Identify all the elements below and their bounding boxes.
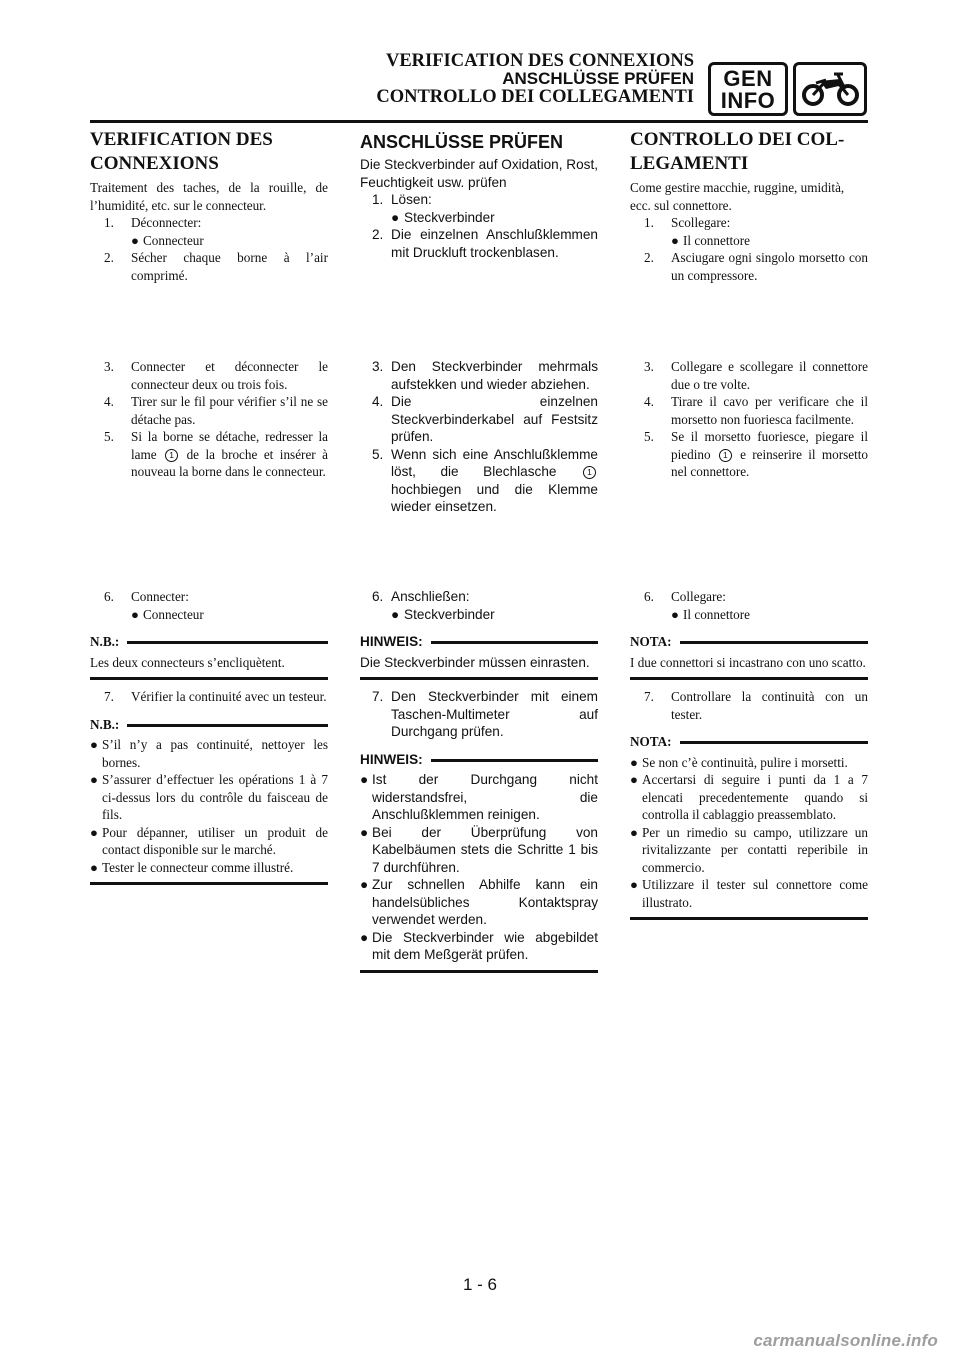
de-step-2 [360,226,598,261]
list-item [630,754,868,772]
note-label: N.B.: [90,634,120,649]
bullet-icon: ● [630,877,638,892]
bullet-icon: ● [391,606,400,622]
it-step-1-item [630,232,868,250]
step-text: Lösen: [391,192,432,207]
step-text: Déconnecter: [131,215,202,230]
it-note-2-end-rule [630,917,868,920]
note-rule [127,641,328,644]
fr-heading-line-1: VERIFICATION DES [90,129,273,150]
fr-section-bottom [90,588,328,893]
list-item-text: Accertarsi di seguire i punti da 1 a 7 elencati precedentemente quando si controlla il cablaggio preassemblato. [642,772,868,822]
list-item-text: Per un rimedio su campo, utilizzare un rivitalizzante per contatti reperibile in commercio. [642,824,868,875]
de-step-7 [360,688,598,741]
it-step-4 [630,393,868,428]
step-number: 7. [104,689,114,704]
step-number: 4. [372,394,384,409]
it-step-1 [630,214,868,232]
step-text: Den Steckverbinder mehrmals aufstekken und wieder abziehen. [391,359,598,392]
badge-line-2: INFO [720,88,776,113]
watermark: carmanualsonline.info [753,1331,938,1350]
step-text: Die einzelnen Anschlußklemmen mit Druckluft trockenblasen. [391,227,598,260]
step-number: 3. [644,359,654,374]
list-item-text: Zur schnellen Abhilfe kann ein handelsübliches Kontaktspray verwendet werden. [372,877,598,927]
bullet-icon: ● [90,737,98,752]
step-text-a: Wenn sich eine Anschlußklemme löst, die Blechlasche [391,446,598,479]
note-label: HINWEIS: [360,634,423,649]
note-label: HINWEIS: [360,751,423,767]
step-text: Tirare il cavo per verificare che il morsetto non fuoriesca facilmente. [671,394,868,427]
list-item-text: S’il n’y a pas continuité, nettoyer les bornes. [102,737,328,770]
bullet-icon: ● [630,772,638,787]
bullet-icon: ● [391,209,400,225]
bullet-icon: ● [630,824,638,840]
step-text-b: de la broche et insérer à nouveau la borne dans le connecteur. [131,446,329,479]
item-text: Steckverbinder [404,606,495,622]
it-note-2-header [630,733,868,751]
gen-info-badge [708,62,788,116]
it-heading-line-2: LEGAMENTI [630,153,749,174]
item-text: Il connettore [683,606,751,622]
step-number: 5. [644,429,654,444]
list-item [90,824,328,859]
list-item [90,859,328,877]
note-label: NOTA: [630,734,672,749]
it-step-5 [630,428,868,481]
bullet-icon: ● [131,606,139,622]
step-number: 6. [372,589,384,604]
it-step-6-item [630,606,868,624]
step-text-a: Se il morsetto fuoriesce, piegare il piedino [671,429,868,462]
step-text: Tirer sur le fil pour vérifier s’il ne se détache pas. [131,394,328,427]
it-heading-line-1: CONTROLLO DEI COL- [630,129,845,150]
de-section-middle [360,358,598,516]
de-step-3 [360,358,598,393]
list-item [630,876,868,911]
list-item-text: S’assurer d’effectuer les opérations 1 à 7 ci-dessus lors du contrôle du faisceau de fils. [102,772,328,822]
step-text: Collegare: [671,589,726,604]
step-number: 7. [644,689,654,704]
it-note-2-list [630,754,868,912]
de-step-6 [360,588,598,606]
de-section-bottom [360,588,598,981]
fr-heading-line-2: CONNEXIONS [90,153,219,174]
bullet-icon: ● [360,929,369,945]
list-item [630,771,868,824]
de-step-1-item [360,209,598,227]
de-note-1-text: Die Steckverbinder müssen einrasten. [360,654,590,670]
it-intro: Come gestire macchie, ruggine, umidità, ecc. sul connettore. [630,180,845,213]
note-label: NOTA: [630,634,672,649]
de-section-top [360,131,598,261]
step-number: 1. [372,192,384,207]
it-note-1-text: I due connettori si incastrano con uno scatto. [630,654,866,670]
fr-step-4 [90,393,328,428]
bullet-icon: ● [360,877,369,892]
fr-step-7 [90,688,328,706]
fr-note-2-end-rule [90,882,328,885]
badge-line-1: GEN [723,66,773,91]
bullet-icon: ● [131,232,139,248]
motorcycle-badge [793,62,867,116]
de-step-4 [360,393,598,446]
step-text: Die einzelnen Steckverbinderkabel auf Festsitz prüfen. [391,394,598,444]
fr-section-top [90,128,328,284]
de-note-2-header [360,751,598,769]
step-number: 6. [644,589,654,604]
fr-note-2-list [90,736,328,876]
de-note-2-end-rule [360,970,598,973]
list-item [360,824,598,877]
step-text: Collegare e scollegare il connettore due o tre volte. [671,359,868,392]
step-number: 2. [372,227,384,242]
fr-step-1 [90,214,328,232]
step-text-b: hochbiegen und die Klemme wieder einsetzen. [391,481,598,514]
it-section-middle [630,358,868,481]
list-item [360,771,598,824]
note-rule [680,641,868,644]
item-text: Connecteur [143,232,204,248]
step-number: 7. [372,689,384,704]
step-number: 3. [104,359,114,374]
step-text: Controllare la continuità con un tester. [671,689,868,722]
step-number: 4. [644,394,654,409]
fr-note-2-header [90,716,328,734]
step-text-b: e reinserire il morsetto nel connettore. [671,446,869,479]
it-note-1-end-rule [630,677,868,680]
list-item [360,876,598,929]
list-item [90,736,328,771]
step-number: 2. [104,250,114,265]
note-rule [680,741,868,744]
bullet-icon: ● [360,772,369,787]
de-step-6-item [360,606,598,624]
fr-note-1-header [90,633,328,651]
motorcycle-icon [796,65,864,113]
note-rule [431,759,598,762]
header-title-it: CONTROLLO DEI COLLEGAMENTI [376,87,694,107]
step-text-a: Si la borne se détache, redresser la lame [131,429,328,462]
de-step-1 [360,191,598,209]
de-note-1-end-rule [360,677,598,680]
de-intro: Die Steckverbinder auf Oxidation, Rost, Feuchtigkeit usw. prüfen [360,157,599,190]
step-text: Vérifier la continuité avec un testeur. [131,689,327,704]
it-step-6 [630,588,868,606]
step-text: Connecter et déconnecter le connecteur deux ou trois fois. [131,359,328,392]
callout-1-icon: 1 [583,466,596,479]
item-text: Connecteur [143,606,204,622]
list-item [90,771,328,824]
list-item-text: Die Steckverbinder wie abgebildet mit dem Meßgerät prüfen. [372,929,598,962]
step-text: Scollegare: [671,215,731,230]
it-section-top [630,128,868,284]
fr-step-6 [90,588,328,606]
de-note-1-header [360,633,598,651]
bullet-icon: ● [630,754,638,770]
header-rule [90,120,868,123]
bullet-icon: ● [90,859,98,875]
bullet-icon: ● [671,606,679,622]
step-number: 4. [104,394,114,409]
step-number: 3. [372,359,384,374]
header-title-de: ANSCHLÜSSE PRÜFEN [502,69,694,88]
it-step-7 [630,688,868,723]
bullet-icon: ● [360,824,369,840]
fr-note-1-end-rule [90,677,328,680]
list-item-text: Ist der Durchgang nicht widerstandsfrei, die Anschlußklemmen reinigen. [372,772,598,822]
it-section-bottom [630,588,868,928]
fr-note-1-text: Les deux connecteurs s’encliquètent. [90,654,285,670]
fr-step-2 [90,249,328,284]
de-heading: ANSCHLÜSSE PRÜFEN [360,132,564,152]
list-item-text: Bei der Überprüfung von Kabelbäumen stets die Schritte 1 bis 7 durchführen. [372,824,598,875]
list-item [630,824,868,877]
item-text: Il connettore [683,232,751,248]
note-rule [127,724,328,727]
list-item-text: Pour dépanner, utiliser un produit de contact disponible sur le marché. [102,824,328,857]
list-item-text: Tester le connecteur comme illustré. [102,859,294,875]
step-number: 5. [372,446,384,462]
step-text: Den Steckverbinder mit einem Taschen-Multimeter auf Durchgang prüfen. [391,689,598,739]
fr-step-5 [90,428,328,481]
bullet-icon: ● [671,232,679,248]
header-title-fr: VERIFICATION DES CONNEXIONS [385,51,694,71]
it-step-3 [630,358,868,393]
step-number: 5. [104,429,114,444]
step-text: Sécher chaque borne à l’air comprimé. [131,250,328,283]
page-number: 1 - 6 [462,1275,498,1294]
callout-1-icon: 1 [165,449,178,462]
list-item-text: Se non c’è continuità, pulire i morsetti. [642,754,848,770]
fr-step-1-item [90,232,328,250]
fr-section-middle [90,358,328,481]
it-note-1-header [630,633,868,651]
note-rule [431,641,598,644]
item-text: Steckverbinder [404,209,495,225]
callout-1-icon: 1 [719,449,732,462]
de-note-2-list [360,771,598,964]
fr-intro: Traitement des taches, de la rouille, de l’humidité, etc. sur le connecteur. [90,180,328,213]
step-number: 1. [644,215,654,230]
bullet-icon: ● [90,772,98,787]
step-number: 6. [104,589,114,604]
it-step-2 [630,249,868,284]
step-number: 2. [644,250,654,265]
step-number: 1. [104,215,114,230]
fr-step-3 [90,358,328,393]
step-text: Connecter: [131,589,189,604]
fr-step-6-item [90,606,328,624]
step-text: Anschließen: [391,589,470,604]
step-text: Asciugare ogni singolo morsetto con un compressore. [671,250,868,283]
bullet-icon: ● [90,824,98,840]
de-step-5 [360,446,598,516]
list-item-text: Utilizzare il tester sul connettore come illustrato. [642,877,868,910]
list-item [360,929,598,964]
note-label: N.B.: [90,716,120,732]
